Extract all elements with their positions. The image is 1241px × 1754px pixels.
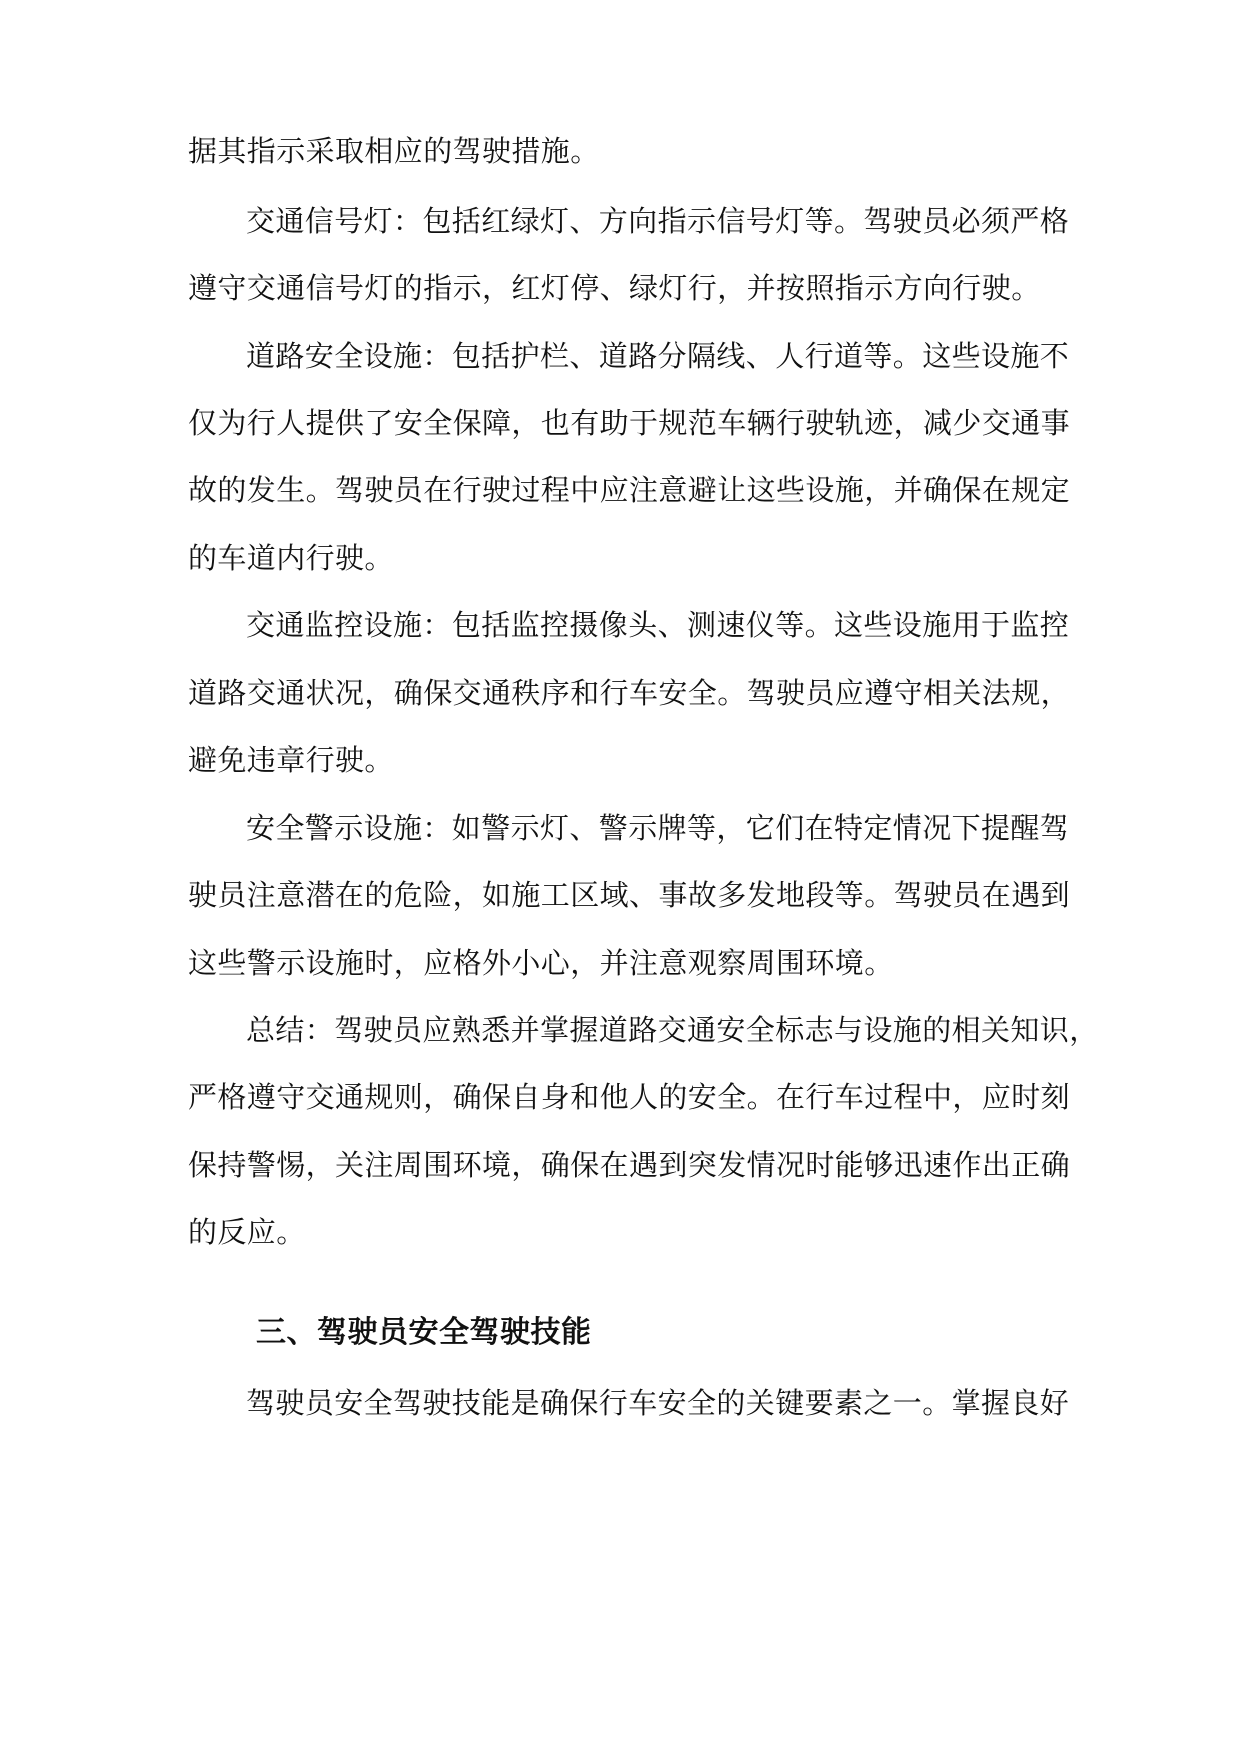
paragraph-line: 严格遵守交通规则，确保自身和他人的安全。在行车过程中，应时刻	[188, 1080, 1071, 1114]
paragraph-line: 保持警惕，关注周围环境，确保在遇到突发情况时能够迅速作出正确	[188, 1148, 1071, 1182]
paragraph-line: 遵守交通信号灯的指示，红灯停、绿灯行，并按照指示方向行驶。	[188, 271, 1041, 305]
paragraph-line: 驶员注意潜在的危险，如施工区域、事故多发地段等。驾驶员在遇到	[188, 878, 1071, 912]
paragraph-line: 这些警示设施时，应格外小心，并注意观察周围环境。	[188, 946, 894, 980]
paragraph-line: 交通监控设施：包括监控摄像头、测速仪等。这些设施用于监控	[246, 608, 1070, 642]
paragraph-line: 据其指示采取相应的驾驶措施。	[188, 134, 600, 168]
paragraph-line: 故的发生。驾驶员在行驶过程中应注意避让这些设施，并确保在规定	[188, 473, 1071, 507]
paragraph-line: 的反应。	[188, 1215, 306, 1249]
paragraph-line: 道路交通状况，确保交通秩序和行车安全。驾驶员应遵守相关法规，	[188, 676, 1071, 710]
paragraph-line: 道路安全设施：包括护栏、道路分隔线、人行道等。这些设施不	[246, 339, 1070, 373]
paragraph-line: 驾驶员安全驾驶技能是确保行车安全的关键要素之一。掌握良好	[246, 1386, 1070, 1420]
paragraph-line: 仅为行人提供了安全保障，也有助于规范车辆行驶轨迹，减少交通事	[188, 406, 1071, 440]
paragraph-line: 避免违章行驶。	[188, 743, 394, 777]
paragraph-line: 总结：驾驶员应熟悉并掌握道路交通安全标志与设施的相关知识，	[246, 1013, 1099, 1047]
paragraph-line: 交通信号灯：包括红绿灯、方向指示信号灯等。驾驶员必须严格	[246, 204, 1070, 238]
paragraph-line: 的车道内行驶。	[188, 541, 394, 575]
section-heading: 三、驾驶员安全驾驶技能	[256, 1315, 592, 1350]
paragraph-line: 安全警示设施：如警示灯、警示牌等，它们在特定情况下提醒驾	[246, 811, 1070, 845]
